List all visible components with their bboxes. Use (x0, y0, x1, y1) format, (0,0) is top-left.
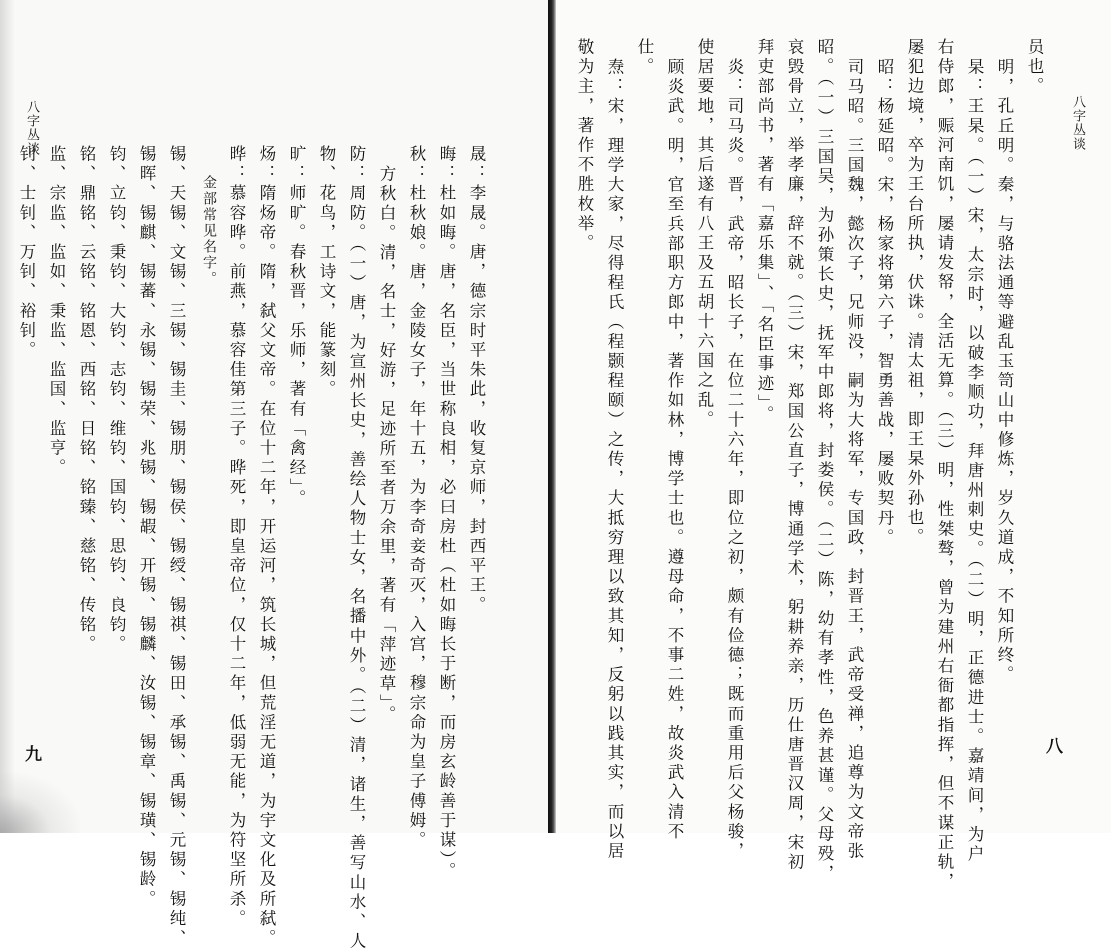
left-column-5: 防：周防。（一）唐，为宣州长史，善绘人物士女，名播中外。（二）清，诸生，善写山水、人 (347, 145, 366, 952)
right-column-14: 仕。 (635, 38, 654, 78)
left-section-heading: 金部常见名字。 (201, 175, 217, 287)
right-column-7: 司马昭。三国魏，懿次子，兄师没，嗣为大将军，专国政，封晋王，武帝受禅，追尊为文帝张 (845, 58, 864, 862)
left-column-16: 钊、士钊、万钊、裕钊。 (17, 145, 36, 361)
left-page-number: 九 (25, 745, 42, 765)
right-column-2: 明，孔丘明。秦，与骆法通等避乱玉笥山中修炼，岁久道成，不知所终。 (995, 58, 1014, 686)
left-column-12: 锡晖、锡麒、锡蕃、永锡、锡荣、兆锡、锡嘏、开锡、锡麟、汝锡、锡章、锡璜、锡龄。 (137, 145, 156, 910)
right-column-4: 右侍郎，赈河南饥，屡请发帑，全活无算。（三）明，性桀骜，曾为建州右衙都指挥，但不谋正轨， (935, 38, 954, 893)
right-page-number: 八 (1046, 737, 1063, 757)
left-column-4: 方秋白。清，名士，好游，足迹所至者万余里，著有「萍迹草」。 (377, 165, 396, 726)
right-column-10: 拜吏部尚书，著有「嘉乐集」、「名臣事迹」。 (755, 38, 774, 425)
left-column-14: 铭、鼎铭、云铭、铭恩、西铭、日铭、铭臻、慈铭、传铭。 (77, 145, 96, 655)
page-edge-shadow (0, 0, 14, 833)
left-column-8: 炀：隋炀帝。隋，弑父文帝。在位十二年，开运河，筑长城，但荒淫无道，为宇文化及所弑。 (257, 145, 276, 949)
right-column-12: 使居要地，其后遂有八王及五胡十六国之乱。 (695, 38, 714, 430)
book-gutter (548, 0, 556, 833)
left-column-7: 旷：师旷。春秋晋，乐师，著有「禽经」。 (287, 145, 306, 510)
right-column-5: 屡犯边境，卒为王台所执，伏诛。清太祖，即王杲外孙也。 (905, 38, 924, 548)
left-column-15: 监、宗监、监如、秉监、监国、监亨。 (47, 145, 66, 479)
right-running-head: 八字丛谈 (1070, 95, 1085, 151)
left-column-6: 物、花鸟，工诗文，能篆刻。 (317, 145, 336, 400)
left-column-13: 钧、立钧、秉钧、大钧、志钧、维钧、国钧、思钧、良钧。 (107, 145, 126, 655)
right-column-3: 杲：王杲。（一）宋，太宗时，以破李顺功，拜唐州刺史。（二）明，正德进士。嘉靖间，为户 (965, 58, 984, 865)
right-column-8: 昭。（一）三国吴，为孙策长史，抚军中郎将，封娄侯。（二）陈，幼有孝性，色养甚谨。父母殁， (815, 38, 834, 884)
right-column-6: 昭：杨延昭。宋，杨家将第六子，智勇善战，屡败契丹。 (875, 58, 894, 548)
left-column-1: 晟：李晟。唐，德宗时平朱此，收复京师，封西平王。 (467, 145, 486, 616)
left-running-head: 八字丛谈 (24, 100, 39, 156)
page-corner-smudge (0, 773, 80, 833)
right-column-13: 顾炎武。明，官至兵部职方郎中，著作如林，博学士也。遵母命，不事二姓，故炎武入清不 (665, 58, 684, 842)
right-column-11: 炎：司马炎。晋，武帝，昭长子，在位二十六年，即位之初，颇有俭德；既而重用后父杨骏， (725, 58, 744, 862)
left-page (0, 0, 548, 952)
left-column-11: 锡、天锡、文锡、三锡、锡圭、锡朋、锡侯、锡绶、锡祺、锡田、承锡、禹锡、元锡、锡纯、 (167, 145, 186, 949)
right-page (556, 0, 1111, 893)
left-column-2: 晦：杜如晦。唐，名臣，当世称良相，必曰房杜（杜如晦长于断，而房玄龄善于谋）。 (437, 145, 456, 882)
left-column-3: 秋：杜秋娘。唐，金陵女子，年十五，为李奇妾奇灭，入宫，穆宗命为皇子傅姆。 (407, 145, 426, 851)
right-column-1: 员也。 (1025, 38, 1044, 97)
left-column-9: 晔：慕容晔。前燕，慕容佳第三子。晔死，即皇帝位，仅十二年，低弱无能，为符坚所杀。 (227, 145, 246, 929)
right-column-9: 哀毁骨立，举孝廉，辞不就。（三）宋，郑国公直子，博通学术，躬耕养亲，历仕唐晋汉周，宋初 (785, 38, 804, 873)
right-column-15: 焘：宋，理学大家，尽得程氏（程颢程颐）之传，大抵穷理以致其知，反躬以践其实，而以居 (605, 58, 624, 862)
right-column-16: 敬为主，著作不胜枚举。 (575, 38, 594, 254)
